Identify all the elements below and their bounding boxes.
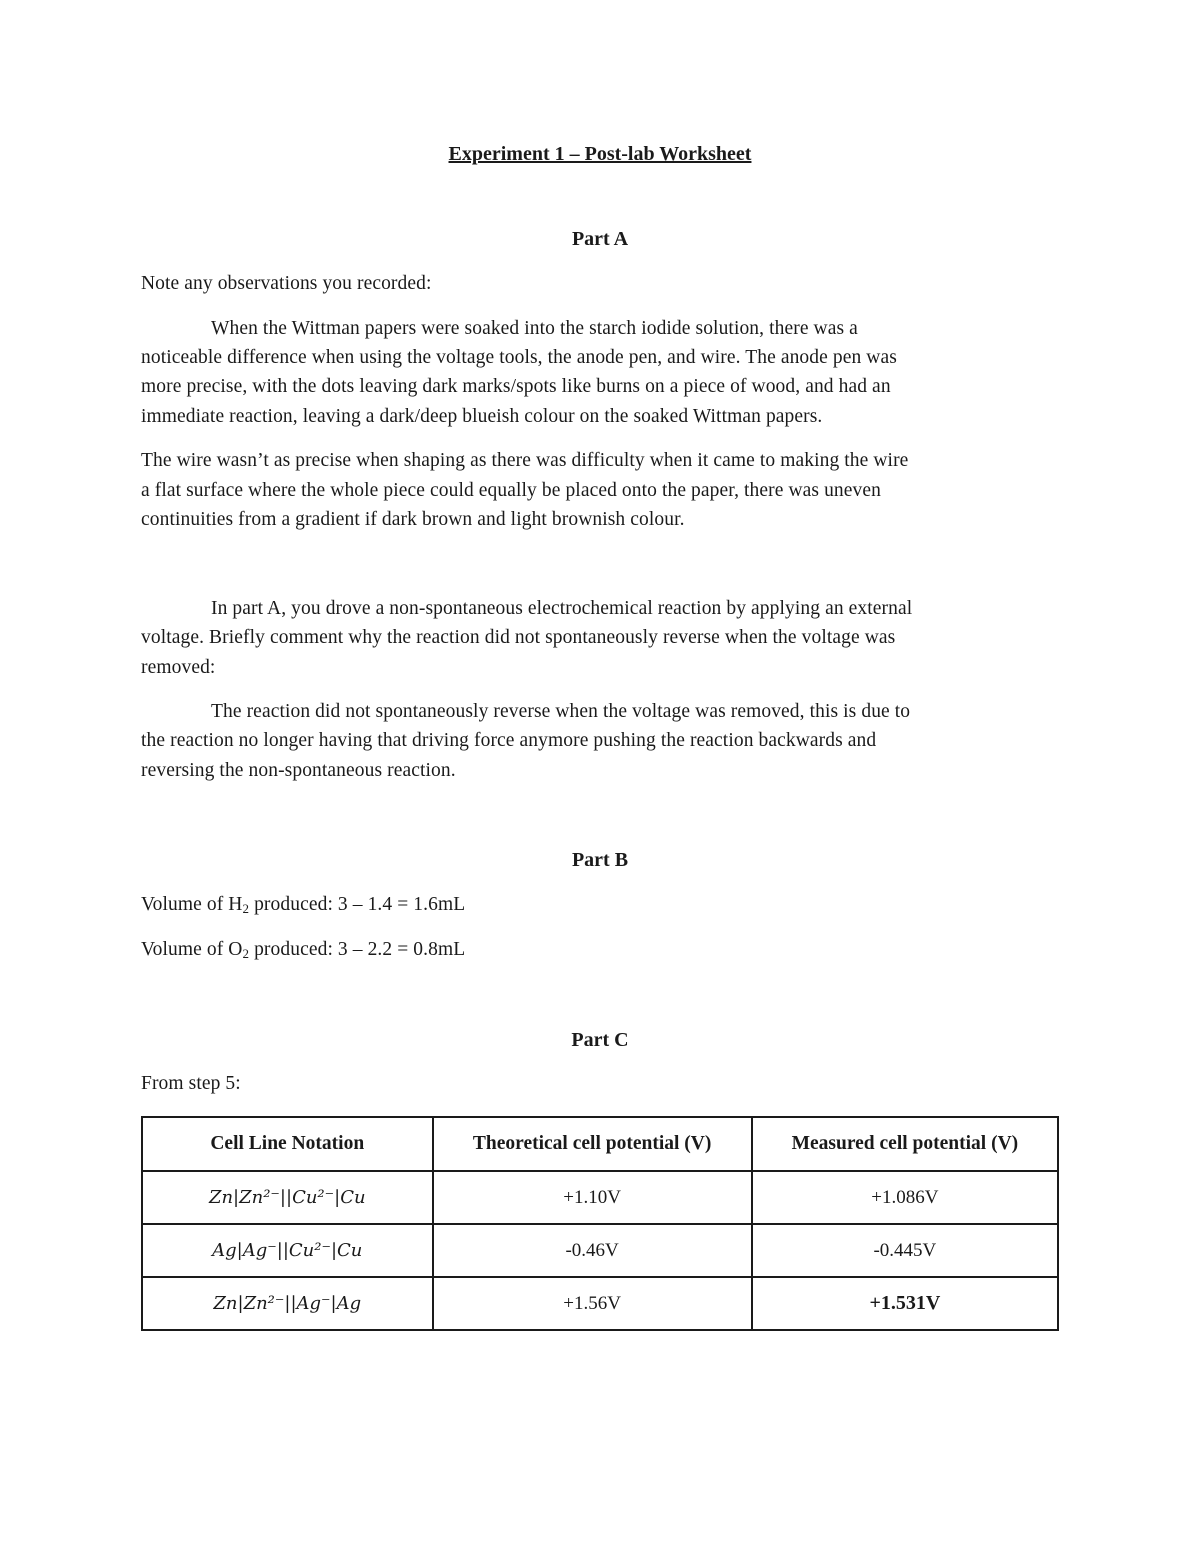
o2-volume <box>141 939 465 961</box>
table-row <box>142 1277 1058 1330</box>
observation-line-4: immediate reaction, leaving a dark/deep blueish colour on the soaked Wittman papers. <box>141 406 823 427</box>
wire-line-1: The wire wasn’t as precise when shaping as there was difficulty when it came to making the wire <box>141 450 909 471</box>
question-line-2: voltage. Briefly comment why the reaction did not spontaneously reverse when the voltage was <box>141 627 896 648</box>
o2-value: produced: 3 – 2.2 = 0.8mL <box>249 939 466 960</box>
part-c-heading: Part C <box>571 1029 629 1051</box>
header-cell-notation: Cell Line Notation <box>142 1117 433 1171</box>
table-row <box>142 1171 1058 1224</box>
cell-notation: Ag|Ag⁻||Cu²⁻|Cu <box>142 1224 433 1277</box>
observation-line-2: noticeable difference when using the voltage tools, the anode pen, and wire. The anode pen was <box>141 347 897 368</box>
wire-line-2: a flat surface where the whole piece could equally be placed onto the paper, there was uneven <box>141 480 881 501</box>
theoretical-value: -0.46V <box>433 1224 752 1277</box>
h2-label: Volume of H <box>141 894 243 915</box>
h2-volume <box>141 894 465 916</box>
answer-line-1: The reaction did not spontaneously reverse when the voltage was removed, this is due to <box>211 701 911 722</box>
wire-line-3: continuities from a gradient if dark brown and light brownish colour. <box>141 509 685 530</box>
measured-value: +1.531V <box>752 1277 1058 1330</box>
o2-label: Volume of O <box>141 939 243 960</box>
cell-notation: Zn|Zn²⁻||Cu²⁻|Cu <box>142 1171 433 1224</box>
observation-line-1: When the Wittman papers were soaked into the starch iodide solution, there was a <box>211 318 858 339</box>
question-line-1: In part A, you drove a non-spontaneous electrochemical reaction by applying an external <box>211 598 913 619</box>
table-row <box>142 1224 1058 1277</box>
measured-value: +1.086V <box>752 1171 1058 1224</box>
cell-potential-table <box>141 1116 1059 1331</box>
question-line-3: removed: <box>141 657 216 678</box>
observations-prompt: Note any observations you recorded: <box>141 273 432 294</box>
page-title: Experiment 1 – Post-lab Worksheet <box>448 143 752 165</box>
h2-subscript: 2 <box>242 901 250 916</box>
theoretical-value: +1.10V <box>433 1171 752 1224</box>
theoretical-value: +1.56V <box>433 1277 752 1330</box>
step-intro: From step 5: <box>141 1073 241 1094</box>
measured-value: -0.445V <box>752 1224 1058 1277</box>
cell-notation: Zn|Zn²⁻||Ag⁻|Ag <box>142 1277 433 1330</box>
observation-line-3: more precise, with the dots leaving dark marks/spots like burns on a piece of wood, and had an <box>141 376 891 397</box>
table-header-row <box>142 1117 1058 1171</box>
o2-subscript: 2 <box>242 946 250 961</box>
part-a-heading: Part A <box>571 228 629 250</box>
header-measured: Measured cell potential (V) <box>752 1117 1058 1171</box>
h2-value: produced: 3 – 1.4 = 1.6mL <box>249 894 466 915</box>
header-theoretical: Theoretical cell potential (V) <box>433 1117 752 1171</box>
part-b-heading: Part B <box>571 849 629 871</box>
answer-line-3: reversing the non-spontaneous reaction. <box>141 760 456 781</box>
answer-line-2: the reaction no longer having that driving force anymore pushing the reaction backwards and <box>141 730 877 751</box>
